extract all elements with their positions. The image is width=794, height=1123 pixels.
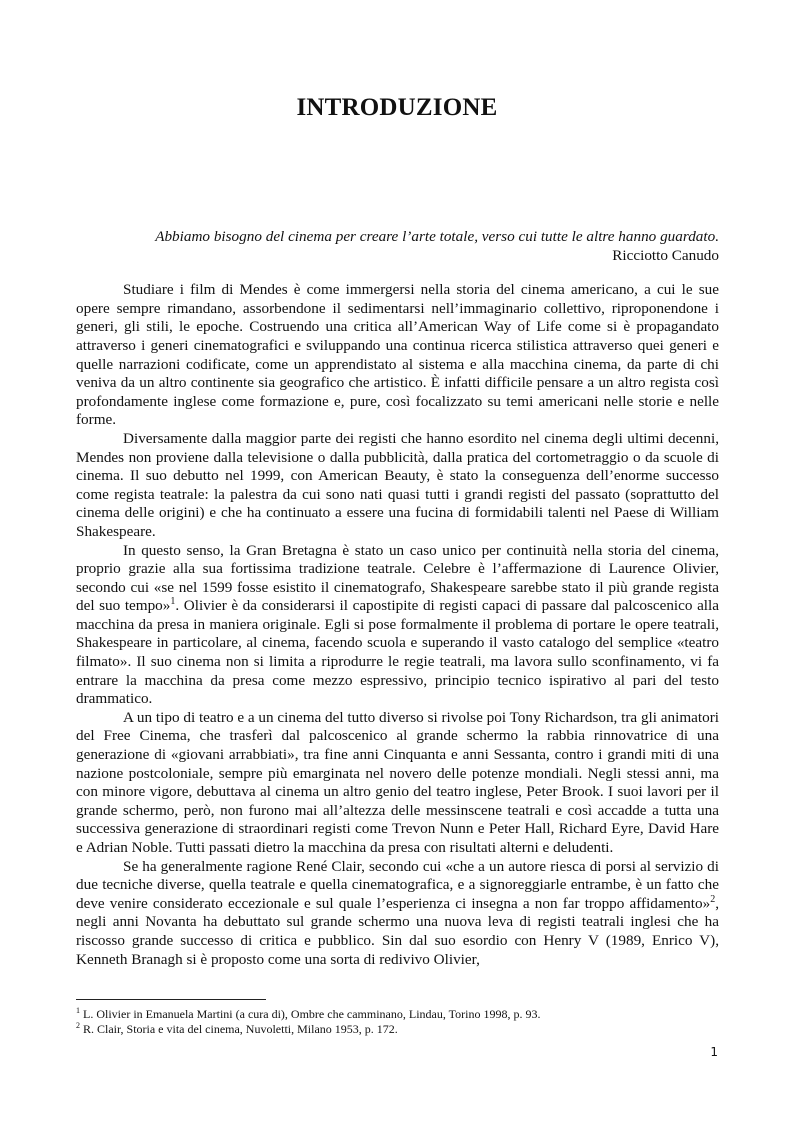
footnote-2	[76, 1022, 719, 1037]
page-number: 1	[710, 1045, 718, 1059]
epigraph-quote: Abbiamo bisogno del cinema per creare l’arte totale, verso cui tutte le altre hanno guardato.	[155, 228, 719, 245]
paragraph-3-text-b: . Olivier è da considerarsi il capostipite di registi capaci di passare dal palcoscenico alla macchina da presa in maniera originale. Egli si pose formalmente il problema di portare le opere teatrali, Shakespeare in particolare, al cinema, facendo scuola e superando il vasto catalogo del semplice «teatro filmato». Il suo cinema non si limita a riprodurre le regie teatrali, ma lavora sullo sconfinamento, vi fa entrare la macchina da presa come mezzo espressivo, principio tecnico ispirativo al pari del testo drammatico.	[76, 597, 719, 708]
paragraph-4: A un tipo di teatro e a un cinema del tutto diverso si rivolse poi Tony Richardson, tra gli animatori del Free Cinema, che trasferì dal palcoscenico al grande schermo la rabbia rinnovatrice di una generazione di «giovani arrabbiati», tra fine anni Cinquanta e anni Sessanta, contro i grandi miti di una nazione postcoloniale, sempre più emarginata nel novero delle potenze mondiali. Negli stessi anni, ma con minore vigore, debuttava al cinema un altro genio del teatro inglese, Peter Brook. I suoi lavori per il grande schermo, però, non furono mai all’altezza delle messinscene teatrali e così accadde a tutta una successiva generazione di straordinari registi come Trevon Nunn e Peter Hall, Richard Eyre, David Hare e Adrian Noble. Tutti passati dietro la macchina da presa con risultati alterni e deludenti.	[76, 708, 719, 856]
footnote-ref-2[interactable]: 2	[710, 893, 716, 905]
epigraph-author: Ricciotto Canudo	[612, 246, 719, 264]
chapter-title: INTRODUZIONE	[296, 94, 498, 121]
paragraph-3	[76, 542, 719, 709]
footnotes	[76, 1007, 719, 1037]
footnote-1-text: L. Olivier in Emanuela Martini (a cura di), Ombre che camminano, Lindau, Torino 1998, p. 93.	[83, 1007, 541, 1021]
footnote-ref-1[interactable]: 1	[170, 596, 176, 608]
paragraph-5-text-a: Se ha generalmente ragione René Clair, secondo cui «che a un autore riesca di porsi al servizio di due tecniche diverse, quella teatrale e quella cinematografica, e a signoreggiarle entrambe, è un fatto che deve venire considerato eccezionale e sul quale l’esperienza ci insegna a non far troppo affidamento»	[76, 857, 719, 912]
footnote-1-number: 1	[76, 1006, 80, 1015]
footnote-2-text: R. Clair, Storia e vita del cinema, Nuvoletti, Milano 1953, p. 172.	[83, 1022, 398, 1036]
chapter-body	[76, 228, 719, 969]
footnote-2-number: 2	[76, 1021, 80, 1030]
paragraph-3-text-a: In questo senso, la Gran Bretagna è stato un caso unico per continuità nella storia del cinema, proprio grazie alla sua fortissima tradizione teatrale. Celebre è l’affermazione di Laurence Olivier, secondo cui «se nel 1599 fosse esistito il cinematografo, Shakespeare sarebbe stato il più grande regista del suo tempo»	[76, 541, 719, 615]
paragraph-1: Studiare i film di Mendes è come immergersi nella storia del cinema americano, a cui le sue opere sempre rimandano, assorbendone il sedimentarsi nell’immaginario collettivo, riproponendone i generi, gli stili, le epoche. Costruendo una critica all’American Way of Life come si è propagandato attraverso i generi cinematografici e sviluppando una continua ricerca stilistica attraverso quei generi e quelle narrazioni codificate, come un apprendistato al sistema e alla macchina cinema, da parte di chi veniva da un altro continente sia geografico che artistico. È infatti difficile pensare a un altro regista così profondamente inglese come formazione e, pure, così focalizzato su temi americani nelle storie e nelle forme.	[76, 281, 719, 429]
footnote-1	[76, 1007, 719, 1022]
paragraph-5	[76, 858, 719, 970]
footnote-divider	[76, 999, 266, 1000]
paragraph-5-text-b: , negli anni Novanta ha debuttato sul grande schermo una nuova leva di registi teatrali inglesi che ha riscosso grande successo di critica e pubblico. Sin dal suo esordio con Henry V (1989, Enrico V), Kenneth Branagh si è proposto come una sorta di redivivo Olivier,	[76, 894, 719, 968]
paragraph-2: Diversamente dalla maggior parte dei registi che hanno esordito nel cinema degli ultimi decenni, Mendes non proviene dalla televisione o dalla pubblicità, dalla pratica del cortometraggio o da scuole di cinema. Il suo debutto nel 1999, con American Beauty, è stato la conseguenza dell’enorme successo come regista teatrale: la palestra da cui sono nati quasi tutti i grandi registi del passato (soprattutto del cinema delle origini) e che ha continuato a essere una fucina di formidabili talenti nel Paese di William Shakespeare.	[76, 429, 719, 540]
